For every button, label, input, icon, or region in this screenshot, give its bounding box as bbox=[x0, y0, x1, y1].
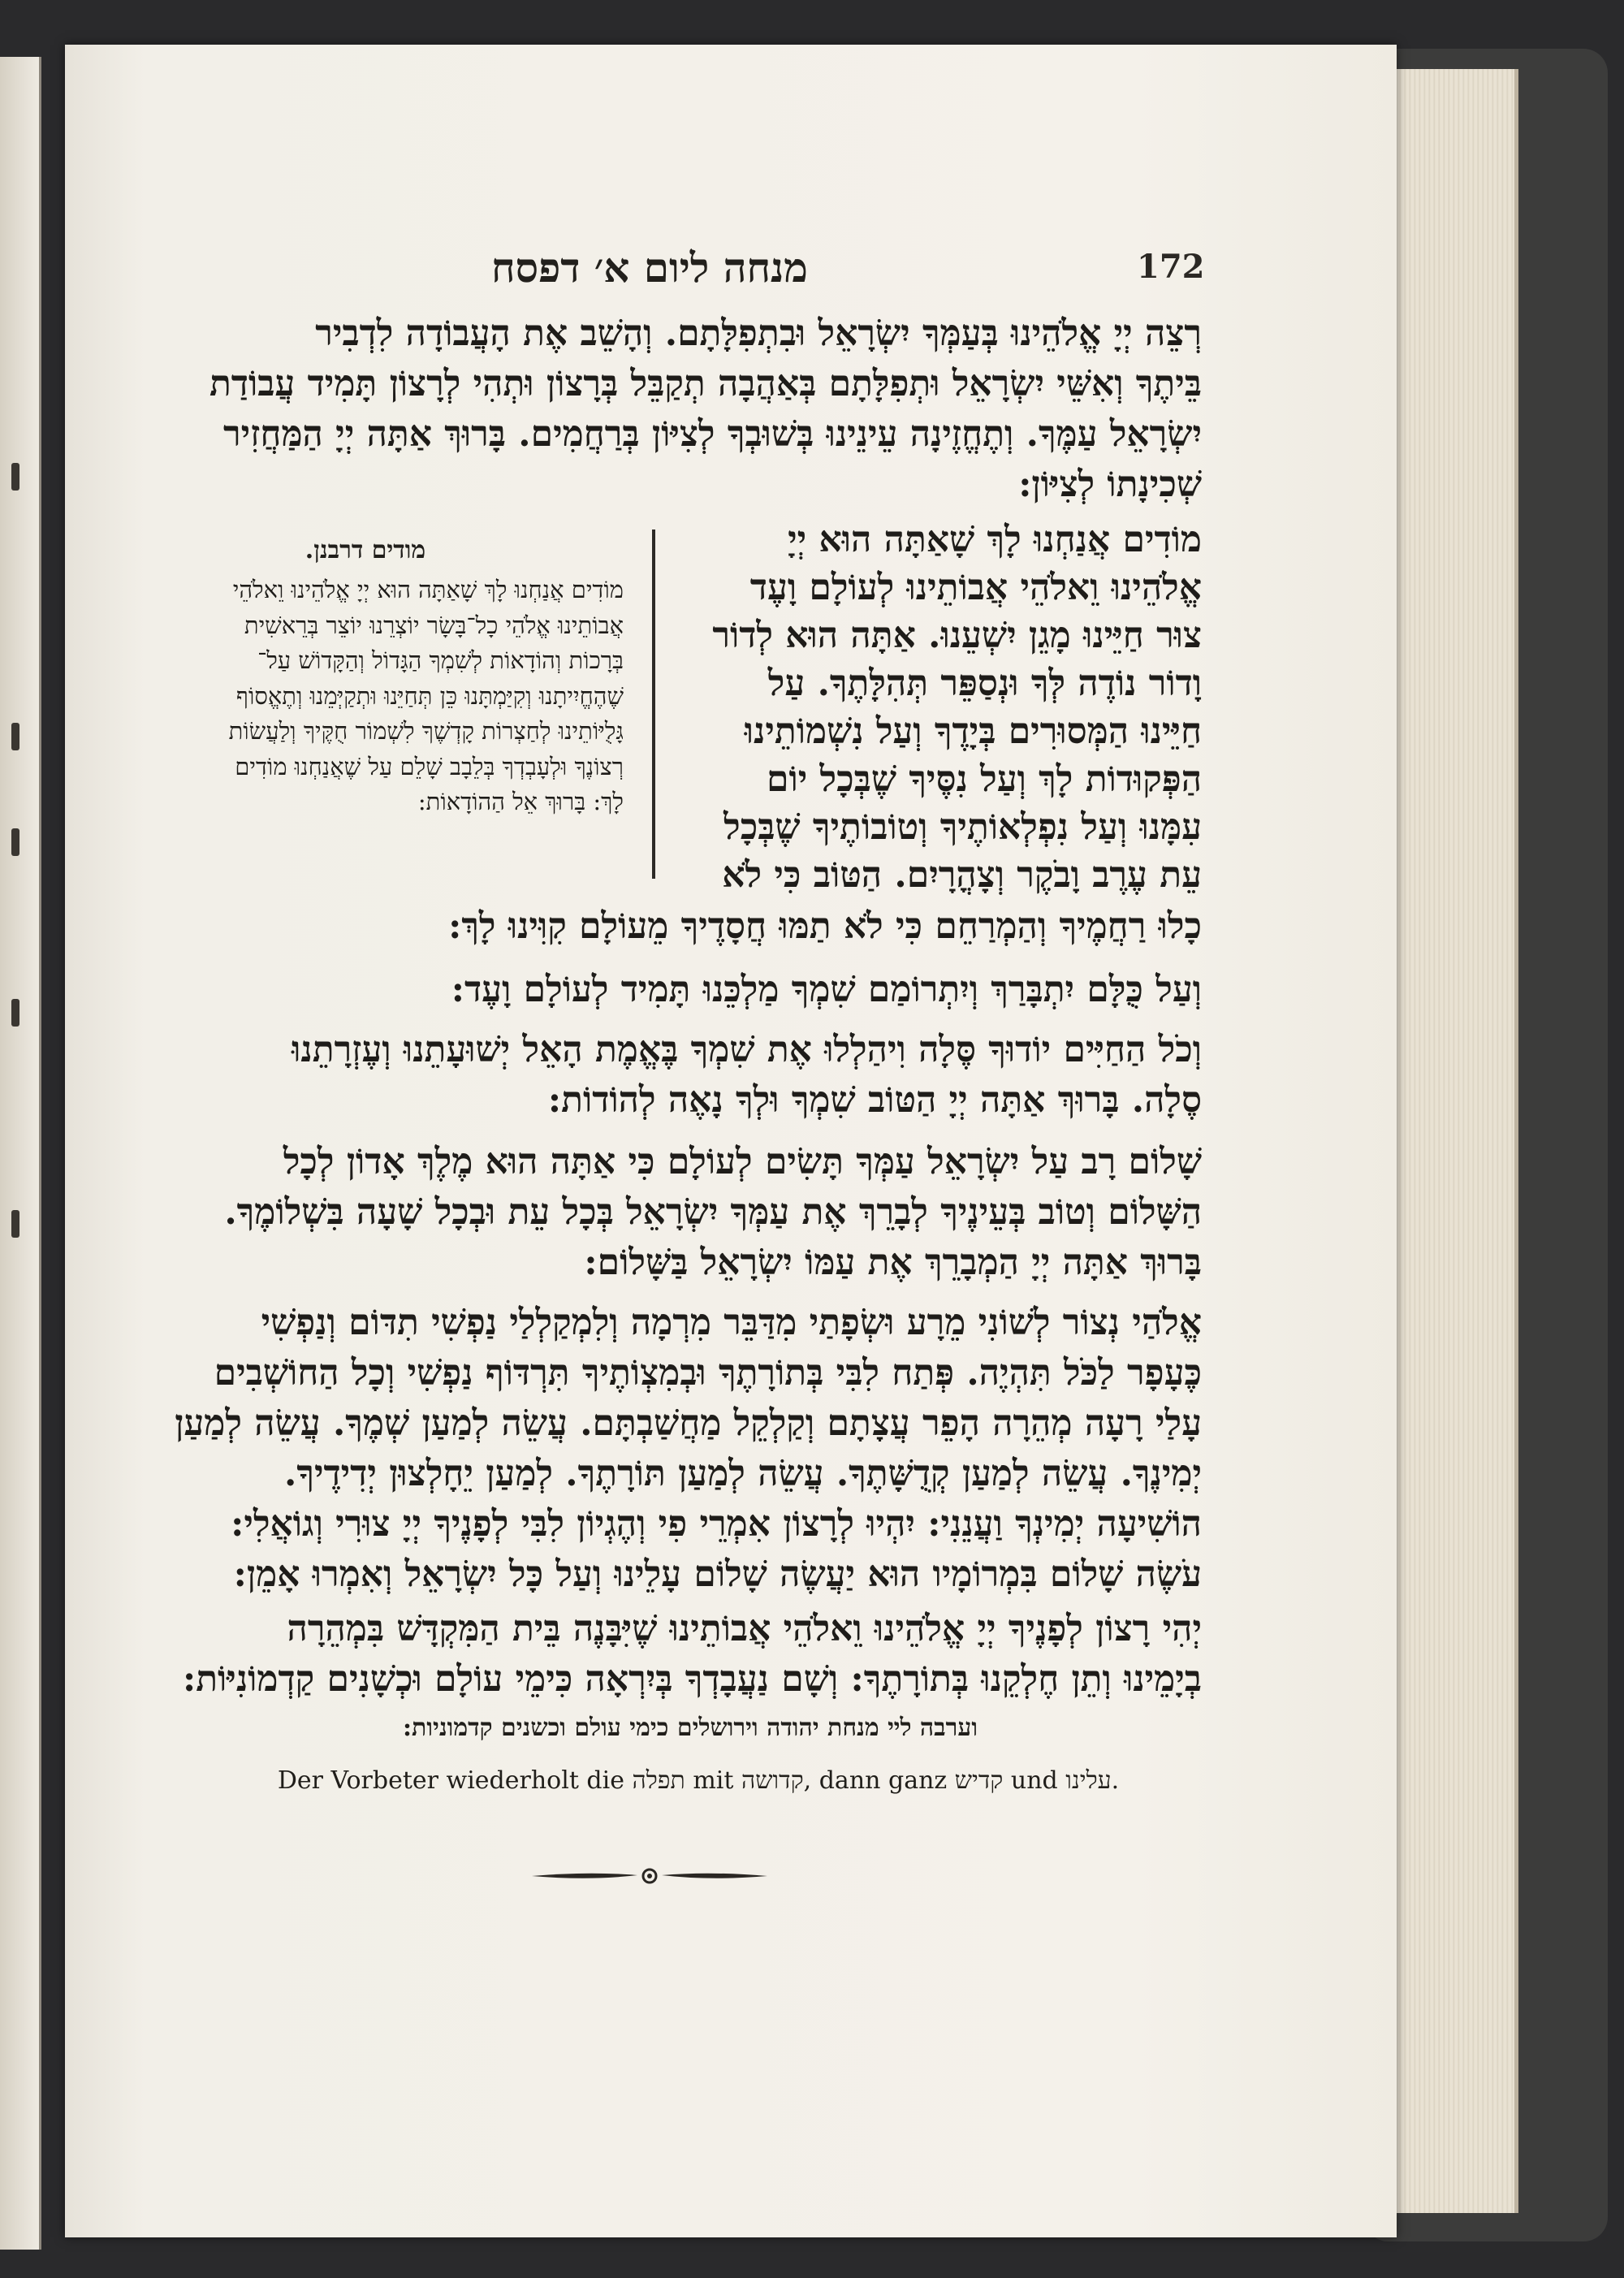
text-line: עֹשֶׂה שָׁלוֹם בִּמְרוֹמָיו הוּא יַעֲשֶׂה שָׁלוֹם עָלֵינוּ וְעַל כָּל יִשְׂרָאֵל וְאִמְרוּ אָמֵן: bbox=[233, 1554, 1202, 1595]
sidebar-line: לָךְ: בָּרוּךְ אֵל הַהוֹדָאוֹת: bbox=[417, 788, 624, 815]
text-line: בֵּיתֶךָ וְאִשֵּׁי יִשְׂרָאֵל וּתְפִלָּתָם בְּאַהֲבָה תְקַבֵּל בְּרָצוֹן וּתְהִי לְרָצוֹן תָּמִיד עֲבוֹדַת bbox=[209, 363, 1202, 404]
text-line: חַיֵּינוּ הַמְּסוּרִים בְּיָדֶךָ וְעַל נִשְׁמוֹתֵינוּ bbox=[744, 711, 1202, 752]
text-line: וָדוֹר נוֹדֶה לְּךָ וּנְסַפֵּר תְּהִלָּתֶךָ. עַל bbox=[767, 663, 1202, 704]
text-line: הוֹשִׁיעָה יְמִינְךָ וַעֲנֵנִי: יִהְיוּ לְרָצוֹן אִמְרֵי פִי וְהֶגְיוֹן לִבִּי לְפָנֶיךָ יְיָ צוּרִי וְגוֹאֲלִי: bbox=[231, 1503, 1202, 1545]
text-line: רְצֵה יְיָ אֱלֹהֵינוּ בְּעַמְּךָ יִשְׂרָאֵל וּבִתְפִלָּתָם. וְהָשֵׁב אֶת הָעֲבוֹדָה לִדְבִיר bbox=[315, 313, 1202, 354]
paragraph-shalom-rav bbox=[110, 1137, 1202, 1288]
text-line: הַשָּׁלוֹם וְטוֹב בְּעֵינֶיךָ לְבָרֵךְ אֶת עַמְּךָ יִשְׂרָאֵל בְּכָל עֵת וּבְכָל שָׁעָה בִּשְׁלוֹמֶךָ. bbox=[224, 1191, 1202, 1233]
running-head: מנחה ליום א׳ דפסח bbox=[491, 244, 808, 292]
paragraph-modim bbox=[666, 516, 1202, 899]
paragraph-vechol-hachayim bbox=[110, 1025, 1202, 1126]
page-number: 172 bbox=[1137, 248, 1205, 286]
text-line: יְהִי רָצוֹן לְפָנֶיךָ יְיָ אֱלֹהֵינוּ וֵאלֹהֵי אֲבוֹתֵינוּ שֶׁיִּבָּנֶה בֵּית הַמִּקְדָּשׁ בִּמְהֵרָה bbox=[287, 1608, 1202, 1649]
text-line: שָׁלוֹם רָב עַל יִשְׂרָאֵל עַמְּךָ תָּשִׂים לְעוֹלָם כִּי אַתָּה הוּא מֶלֶךְ אָדוֹן לְכָל bbox=[283, 1141, 1202, 1182]
sidebar-modim-derabanan bbox=[107, 573, 624, 820]
rubric-line: Der Vorbeter wiederholt die תפלה mit קדושה, dann ganz קדיש und עלינו. bbox=[277, 1766, 1120, 1795]
paragraph-veal-kulam bbox=[110, 965, 1202, 1015]
text-line: בָּרוּךְ אַתָּה יְיָ הַמְבָרֵךְ אֶת עַמּוֹ יִשְׂרָאֵל בַּשָּׁלוֹם: bbox=[584, 1242, 1202, 1283]
footnote-line: וערבה לײ מנחת יהודה וירושלים כימי עולם וכשנים קדמוניות: bbox=[402, 1714, 978, 1742]
paragraph-yehi-ratzon bbox=[110, 1604, 1202, 1705]
text-line: יִשְׂרָאֵל עַמֶּךָ. וְתֶחֱזֶינָה עֵינֵינוּ בְּשׁוּבְךָ לְצִיּוֹן בְּרַחֲמִים. בָּרוּךְ אַתָּה יְיָ הַמַּחֲזִיר bbox=[223, 413, 1202, 455]
paragraph-retzeh bbox=[110, 309, 1202, 510]
text-line: צוּר חַיֵּינוּ מָגֵן יִשְׁעֵנוּ. אַתָּה הוּא לְדוֹר bbox=[712, 615, 1202, 656]
sidebar-line: שֶׁהֶחֱיִיתָנוּ וְקִיַּמְתָּנוּ כֵּן תְּחַיֵּנוּ וּתְקַיְּמֵנוּ וְתֶאֱסוֹף bbox=[235, 681, 624, 710]
paragraph-modim-continued bbox=[110, 901, 1202, 952]
text-line: כָלוּ רַחֲמֶיךָ וְהַמְרַחֵם כִּי לֹא תַמּוּ חֲסָדֶיךָ מֵעוֹלָם קִוִּינוּ לָךְ: bbox=[448, 906, 1202, 947]
text-line: וְעַל כֻּלָּם יִתְבָּרַךְ וְיִתְרוֹמַם שִׁמְךָ מַלְכֵּנוּ תָּמִיד לְעוֹלָם וָעֶד: bbox=[451, 969, 1202, 1010]
sidebar-line: בְּרָכוֹת וְהוֹדָאוֹת לְשִׁמְךָ הַגָּדוֹל וְהַקָּדוֹשׁ עַל־ bbox=[257, 646, 624, 674]
sidebar-line: אֲבוֹתֵינוּ אֱלֹהֵי כָל־בָּשָׂר יוֹצְרֵנוּ יוֹצֵר בְּרֵאשִׁית bbox=[244, 611, 624, 639]
text-line: הַפְּקוּדוֹת לָךְ וְעַל נִסֶּיךָ שֶׁבְּכָל יוֹם bbox=[766, 759, 1202, 800]
text-line: מוֹדִים אֲנַחְנוּ לָךְ שָׁאַתָּה הוּא יְיָ bbox=[788, 519, 1202, 560]
sidebar-line: גָּלֻיּוֹתֵינוּ לְחַצְרוֹת קָדְשֶׁךָ לִשְׁמוֹר חֻקֶּיךָ וְלַעֲשׂוֹת bbox=[228, 717, 624, 745]
text-line: שְׁכִינָתוֹ לְצִיּוֹן: bbox=[1018, 464, 1202, 505]
paragraph-elohai-netzor bbox=[110, 1298, 1202, 1600]
text-line: עֵת עֶרֶב וָבֹקֶר וְצָהֳרָיִם. הַטּוֹב כִּי לֹא bbox=[722, 854, 1202, 896]
ornament-divider bbox=[528, 1860, 771, 1892]
sidebar-line: מוֹדִים אֲנַחְנוּ לָךְ שָׁאַתָּה הוּא יְיָ אֱלֹהֵינוּ וֵאלֹהֵי bbox=[232, 576, 624, 603]
text-line: עָלַי רָעָה מְהֵרָה הָפֵר עֲצָתָם וְקַלְקֵל מַחֲשַׁבְתָּם. עֲשֵׂה לְמַעַן שְׁמֶךָ. עֲשֵׂה לְמַעַן bbox=[175, 1403, 1202, 1444]
text-line: אֱלֹהֵינוּ וֵאלֹהֵי אֲבוֹתֵינוּ לְעוֹלָם וָעֶד bbox=[749, 567, 1202, 608]
text-line: סֶלָה. בָּרוּךְ אַתָּה יְיָ הַטּוֹב שִׁמְךָ וּלְךָ נָאֶה לְהוֹדוֹת: bbox=[547, 1079, 1202, 1121]
sidebar-line: רְצוֹנֶךָ וּלְעָבְדְךָ בְּלֵבָב שָׁלֵם עַל שֶׁאֲנַחְנוּ מוֹדִים bbox=[235, 752, 624, 780]
text-line: בְיָמֵינוּ וְתֵן חֶלְקֵנוּ בְּתוֹרָתֶךָ: וְשָׁם נַעֲבָדְךָ בְּיִרְאָה כִּימֵי עוֹלָם וּכְשָׁנִים קַדְמוֹנִיּוֹת: bbox=[182, 1658, 1202, 1700]
text-line: יְמִינֶךָ. עֲשֵׂה לְמַעַן קְדֻשָּׁתֶךָ. עֲשֵׂה לְמַעַן תּוֹרָתֶךָ. לְמַעַן יֵחָלְצוּן יְדִידֶיךָ. bbox=[284, 1453, 1202, 1494]
text-line: כֶּעָפָר לַכֹּל תִּהְיֶה. פְּתַח לִבִּי בְּתוֹרָתֶךָ וּבְמִצְוֹתֶיךָ תִּרְדּוֹף נַפְשִׁי וְכָל הַחוֹשְׁבִים bbox=[214, 1352, 1202, 1394]
facing-page-edge bbox=[0, 57, 41, 2250]
text-line: אֱלֹהַי נְצוֹר לְשׁוֹנִי מֵרָע וּשְׂפָתַי מִדַּבֵּר מִרְמָה וְלִמְקַלְלַי נַפְשִׁי תִדּוֹם וְנַפְשִׁי bbox=[261, 1302, 1202, 1343]
text-line: וְכֹל הַחַיִּים יוֹדוּךָ סֶּלָה וִיהַלְלוּ אֶת שִׁמְךָ בֶּאֱמֶת הָאֵל יְשׁוּעָתֵנוּ וְעֶזְרָתֵנוּ bbox=[292, 1029, 1202, 1070]
text-line: עִמָּנוּ וְעַל נִפְלְאוֹתֶיךָ וְטוֹבוֹתֶיךָ שֶׁבְּכָל bbox=[723, 806, 1202, 848]
column-divider bbox=[652, 530, 655, 879]
sidebar-heading: מודים דרבנן. bbox=[304, 536, 426, 564]
